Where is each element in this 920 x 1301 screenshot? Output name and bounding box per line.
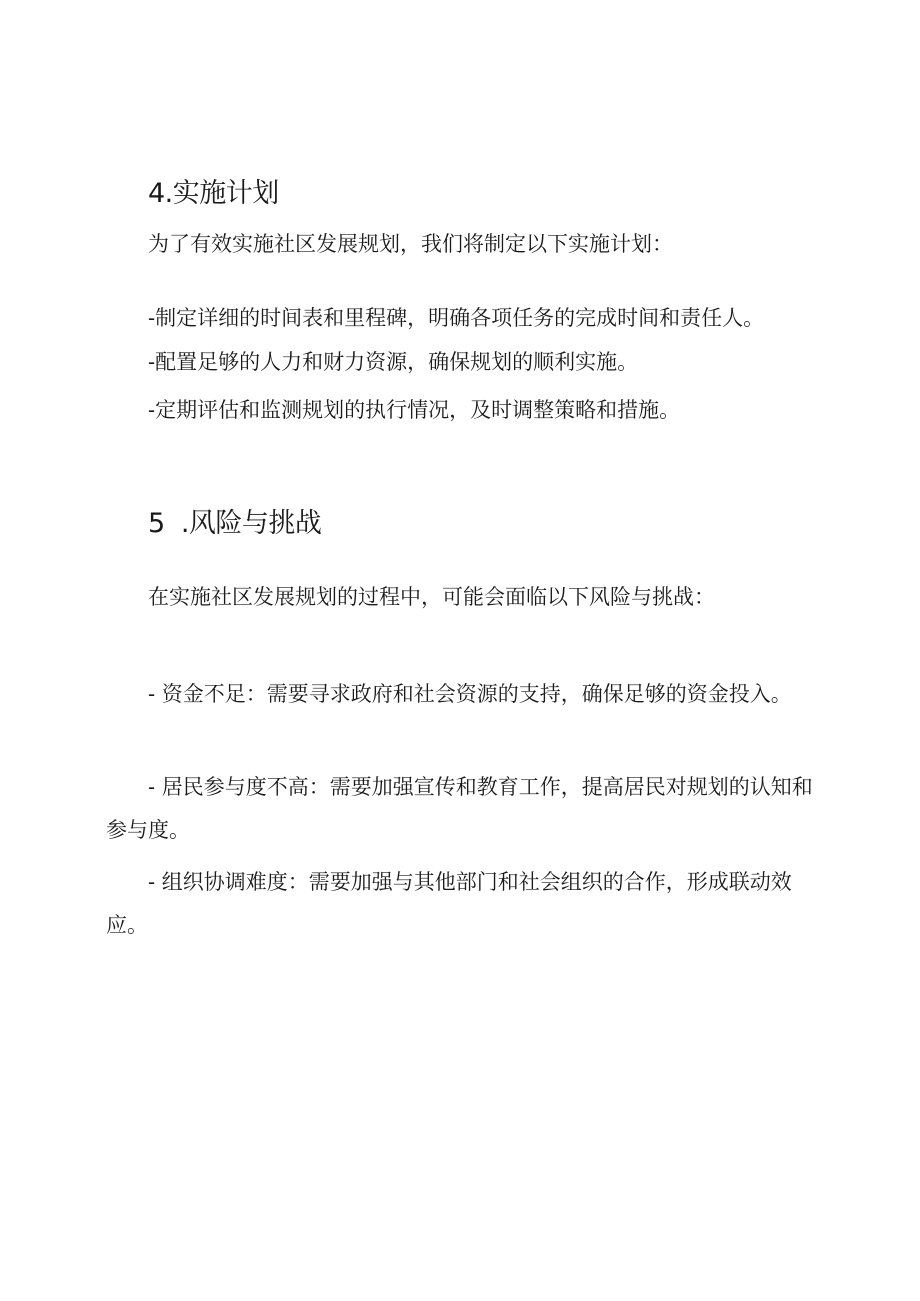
section-4-heading: 4.实施计划: [148, 178, 279, 209]
section-5-intro: 在实施社区发展规划的过程中，可能会面临以下风险与挑战：: [148, 585, 715, 609]
section-4-intro: 为了有效实施社区发展规划，我们将制定以下实施计划：: [148, 232, 673, 256]
section-4-bullet: -定期评估和监测规划的执行情况，及时调整策略和措施。: [148, 398, 681, 422]
section-5-risk-item: - 组织协调难度：需要加强与其他部门和社会组织的合作，形成联动效应。: [106, 870, 792, 937]
section-5-heading: 5 .风险与挑战: [148, 508, 322, 539]
section-5-risk-item: - 居民参与度不高：需要加强宣传和教育工作，提高居民对规划的认知和参与度。: [106, 775, 813, 842]
section-4-bullet: -制定详细的时间表和里程碑，明确各项任务的完成时间和责任人。: [148, 306, 765, 330]
section-5-risk-item: - 资金不足：需要寻求政府和社会资源的支持，确保足够的资金投入。: [148, 682, 792, 706]
section-4-bullet: -配置足够的人力和财力资源，确保规划的顺利实施。: [148, 350, 639, 374]
